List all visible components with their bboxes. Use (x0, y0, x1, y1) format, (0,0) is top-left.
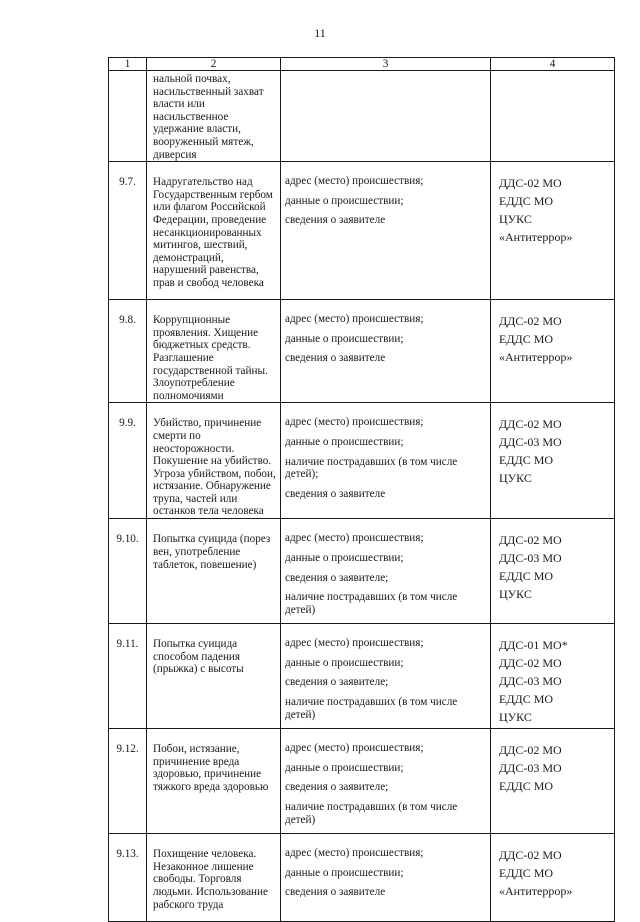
incident-subject: Надругательство над Государственным гербом или флагом Российской Федерации, проведение несанкционированных митингов, шествий, демонстраций, нарушений равенства, прав и свобод человека (147, 162, 281, 300)
service-item: ЕДДС МО (499, 194, 554, 209)
info-item: данные о происшествии; (285, 866, 404, 879)
table-row (109, 162, 615, 300)
info-item: данные о происшествии; (285, 761, 404, 774)
service-item: ДДС-02 МО (499, 743, 562, 758)
service-item: ЕДДС МО (499, 332, 554, 347)
incident-subject: Попытка суицида способом падения (прыжка) с высоты (147, 624, 281, 729)
info-item: сведения о заявителе (285, 352, 386, 365)
row-number: 9.12. (109, 729, 147, 834)
service-item: «Антитеррор» (499, 884, 573, 899)
info-item: адрес (место) происшествия; (285, 532, 424, 545)
incident-subject: Убийство, причинение смерти по неосторожности. Покушение на убийство. Угроза убийством, побои, истязание. Обнаружение трупа, частей или останков тела человека (147, 403, 281, 519)
service-item: ДДС-03 МО (499, 674, 562, 689)
service-item: ДДС-02 МО (499, 314, 562, 329)
required-info (281, 624, 491, 729)
service-item: ДДС-02 МО (499, 656, 562, 671)
service-item: ЕДДС МО (499, 779, 554, 794)
service-item: ДДС-02 МО (499, 533, 562, 548)
continuation-row (109, 71, 615, 162)
required-info (281, 403, 491, 519)
required-info (281, 834, 491, 922)
info-item: данные о происшествии; (285, 435, 404, 448)
info-item: наличие пострадавших (в том числе детей); (285, 455, 458, 481)
service-item: ДДС-02 МО (499, 848, 562, 863)
info-item: наличие пострадавших (в том числе детей) (285, 801, 458, 826)
page-number: 11 (314, 26, 326, 40)
table-row (109, 624, 615, 729)
service-item: ДДС-03 МО (499, 435, 562, 450)
service-item: ЕДДС МО (499, 692, 554, 707)
row-number: 9.9. (109, 403, 147, 519)
info-item: сведения о заявителе (285, 886, 386, 899)
service-item: ЦУКС (499, 587, 532, 602)
required-info (281, 162, 491, 300)
info-item: адрес (место) происшествия; (285, 742, 424, 755)
service-item: ЕДДС МО (499, 866, 554, 881)
header-cell: 3 (281, 58, 491, 71)
incident-table (108, 57, 615, 922)
row-number: 9.7. (109, 162, 147, 300)
service-item: ДДС-03 МО (499, 761, 562, 776)
table-row (109, 403, 615, 519)
incident-subject: Попытка суицида (порез вен, употребление таблеток, повешение) (147, 519, 281, 624)
info-item: наличие пострадавших (в том числе детей) (285, 591, 458, 616)
info-item: данные о происшествии; (285, 551, 404, 564)
required-info (281, 71, 491, 162)
responsible-services (491, 162, 615, 300)
info-item: адрес (место) происшествия; (285, 847, 424, 860)
info-item: сведения о заявителе (285, 487, 386, 500)
info-item: наличие пострадавших (в том числе детей) (285, 696, 458, 721)
service-item: ЦУКС (499, 471, 532, 486)
service-item: ДДС-02 МО (499, 176, 562, 191)
info-item: адрес (место) происшествия; (285, 416, 424, 429)
service-item: «Антитеррор» (499, 230, 573, 245)
service-item: ДДС-01 МО* (499, 638, 568, 653)
responsible-services (491, 403, 615, 519)
responsible-services (491, 624, 615, 729)
table-row (109, 519, 615, 624)
info-item: данные о происшествии; (285, 656, 404, 669)
responsible-services (491, 729, 615, 834)
info-item: сведения о заявителе; (285, 676, 389, 689)
table-row (109, 300, 615, 403)
info-item: адрес (место) происшествия; (285, 637, 424, 650)
row-number: 9.8. (109, 300, 147, 403)
service-item: ДДС-03 МО (499, 551, 562, 566)
responsible-services (491, 834, 615, 922)
table-row (109, 729, 615, 834)
header-cell: 4 (491, 58, 615, 71)
info-item: адрес (место) происшествия; (285, 175, 424, 188)
incident-subject: Похищение человека. Незаконное лишение свободы. Торговля людьми. Использование рабского труда (147, 834, 281, 922)
incident-subject: Коррупционные проявления. Хищение бюджетных средств. Разглашение государственной тайны. Злоупотребление полномочиями (147, 300, 281, 403)
row-number: 9.10. (109, 519, 147, 624)
service-item: «Антитеррор» (499, 350, 573, 365)
header-cell: 2 (147, 58, 281, 71)
row-number (109, 71, 147, 162)
row-number: 9.11. (109, 624, 147, 729)
header-cell: 1 (109, 58, 147, 71)
responsible-services (491, 300, 615, 403)
service-item: ЕДДС МО (499, 453, 554, 468)
responsible-services (491, 519, 615, 624)
required-info (281, 729, 491, 834)
required-info (281, 519, 491, 624)
service-item: ЦУКС (499, 212, 532, 227)
incident-subject: нальной почвах, насильственный захват власти или насильственное удержание власти, вооруженный мятеж, диверсия (147, 71, 281, 162)
info-item: данные о происшествии; (285, 194, 404, 207)
service-item: ЕДДС МО (499, 569, 554, 584)
incident-subject: Побои, истязание, причинение вреда здоровью, причинение тяжкого вреда здоровью (147, 729, 281, 834)
info-item: сведения о заявителе; (285, 571, 389, 584)
info-item: сведения о заявителе; (285, 781, 389, 794)
table-row (109, 834, 615, 922)
table-header-row (109, 58, 615, 71)
info-item: данные о происшествии; (285, 332, 404, 345)
service-item: ДДС-02 МО (499, 417, 562, 432)
info-item: сведения о заявителе (285, 214, 386, 227)
responsible-services (491, 71, 615, 162)
required-info (281, 300, 491, 403)
service-item: ЦУКС (499, 710, 532, 725)
info-item: адрес (место) происшествия; (285, 313, 424, 326)
row-number: 9.13. (109, 834, 147, 922)
